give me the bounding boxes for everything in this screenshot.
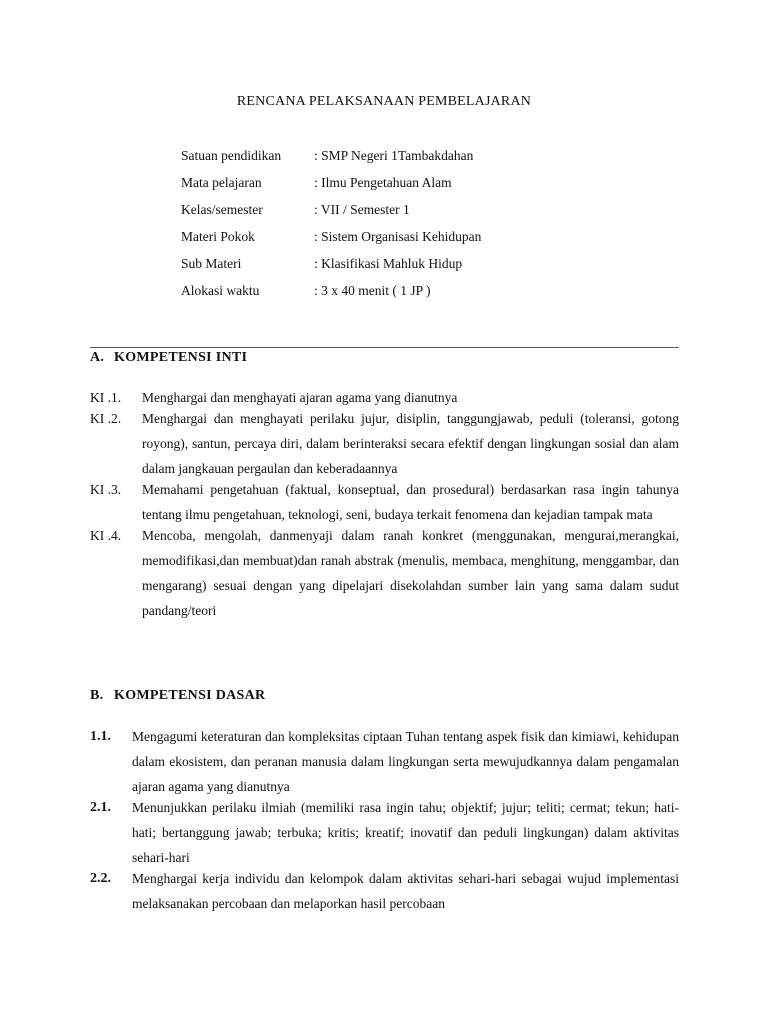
list-item — [90, 410, 679, 481]
info-label: Mata pelajaran — [181, 175, 262, 190]
info-row-materi — [181, 229, 481, 256]
section-letter: B. — [90, 688, 104, 703]
section-b-heading — [90, 688, 265, 704]
item-code: KI .3. — [90, 482, 122, 497]
info-value: : Ilmu Pengetahuan Alam — [314, 175, 452, 190]
info-value: : VII / Semester 1 — [314, 202, 410, 217]
item-text: Memahami pengetahuan (faktual, konseptual, dan prosedural) berdasarkan rasa ingin tahunya tentang ilmu pengetahuan, teknologi, seni, budaya terkait fenomena dan kejadian tampak mata — [142, 482, 679, 522]
info-value: : SMP Negeri 1Tambakdahan — [314, 148, 474, 163]
list-item — [90, 799, 679, 870]
kompetensi-inti-list — [90, 389, 679, 623]
item-text: Mengagumi keteraturan dan kompleksitas ciptaan Tuhan tentang aspek fisik dan kimiawi, kehidupan dalam ekosistem, dan peranan manusia dalam lingkungan serta mewujudkannya dalam pengamalan ajaran agama yang dianutnya — [132, 729, 679, 794]
section-letter: A. — [90, 350, 105, 365]
identity-table — [181, 148, 481, 310]
item-code: 2.2. — [90, 871, 111, 886]
info-label: Alokasi waktu — [181, 283, 260, 298]
section-a-heading — [90, 350, 247, 366]
item-text: Mencoba, mengolah, danmenyaji dalam ranah konkret (menggunakan, mengurai,merangkai, memodifikasi,dan membuat)dan ranah abstrak (menulis, membaca, menghitung, menggambar, dan mengarang) sesuai dengan yang dipelajari disekolahdan sumber lain yang sama dalam sudut pandang/teori — [142, 528, 679, 618]
info-row-mapel — [181, 175, 481, 202]
info-row-kelas — [181, 202, 481, 229]
item-text: Menghargai dan menghayati ajaran agama yang dianutnya — [142, 390, 458, 405]
section-title: KOMPETENSI DASAR — [114, 688, 266, 703]
document-title: RENCANA PELAKSANAAN PEMBELAJARAN — [236, 94, 532, 109]
item-code: 1.1. — [90, 729, 111, 744]
list-item — [90, 527, 679, 623]
list-item — [90, 728, 679, 799]
info-value: : Sistem Organisasi Kehidupan — [314, 229, 482, 244]
info-value: : Klasifikasi Mahluk Hidup — [314, 256, 463, 271]
item-text: Menghargai dan menghayati perilaku jujur, disiplin, tanggungjawab, peduli (toleransi, gotong royong), santun, percaya diri, dalam berinteraksi secara efektif dengan lingkungan sosial dan alam dalam jangkauan pergaulan dan keberadaannya — [142, 411, 679, 476]
item-code: KI .4. — [90, 528, 122, 543]
section-title: KOMPETENSI INTI — [114, 350, 248, 365]
item-text: Menunjukkan perilaku ilmiah (memiliki rasa ingin tahu; objektif; jujur; teliti; cermat; tekun; hati-hati; bertanggung jawab; terbuka; kritis; kreatif; inovatif dan peduli lingkungan) dalam aktivitas sehari-hari — [132, 800, 679, 865]
info-label: Kelas/semester — [181, 202, 263, 217]
info-row-alokasi — [181, 283, 481, 310]
kompetensi-dasar-list — [90, 728, 679, 916]
item-code: KI .2. — [90, 411, 122, 426]
info-label: Satuan pendidikan — [181, 148, 282, 163]
horizontal-rule — [90, 347, 679, 348]
info-label: Sub Materi — [181, 256, 242, 271]
list-item — [90, 481, 679, 527]
list-item — [90, 870, 679, 916]
info-label: Materi Pokok — [181, 229, 255, 244]
item-code: KI .1. — [90, 390, 122, 405]
info-row-submateri — [181, 256, 481, 283]
info-row-satuan — [181, 148, 481, 175]
info-value: : 3 x 40 menit ( 1 JP ) — [314, 283, 431, 298]
item-text: Menghargai kerja individu dan kelompok dalam aktivitas sehari-hari sebagai wujud implementasi melaksanakan percobaan dan melaporkan hasil percobaan — [132, 871, 679, 911]
item-code: 2.1. — [90, 800, 111, 815]
